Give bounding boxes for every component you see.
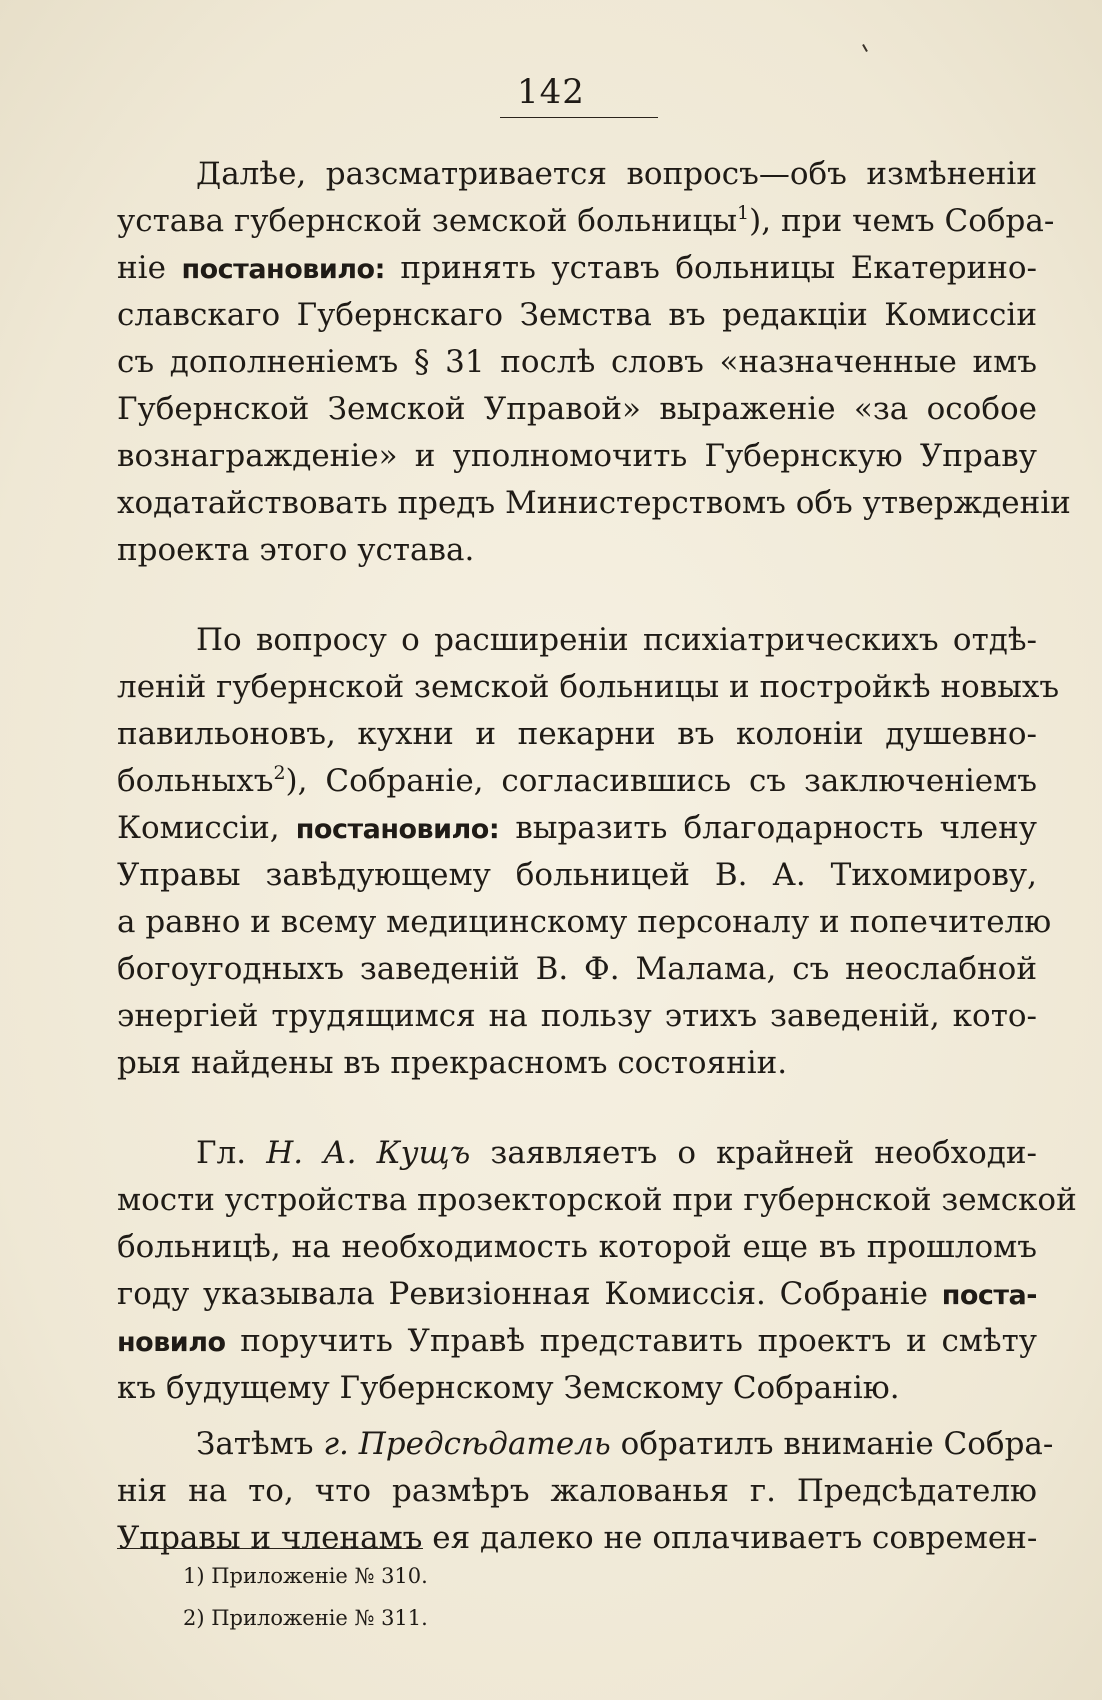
text-line <box>117 201 1055 241</box>
footnote-2: 2) Приложеніе № 311. <box>183 1606 428 1630</box>
text-line <box>117 295 1037 335</box>
text-run: Гл. <box>196 1135 267 1171</box>
text-run: ), при чемъ Собра- <box>749 203 1055 239</box>
text-line <box>117 389 1037 429</box>
text-line <box>117 667 1060 707</box>
text-line <box>117 1180 1077 1220</box>
text-run: энергіей трудящимся на пользу этихъ заведеній, кото- <box>117 998 1037 1034</box>
text-run: принять уставъ больницы Екатерино- <box>384 250 1037 286</box>
header-rule <box>500 117 658 118</box>
text-run: вознагражденіе» и уполномочить Губернскую Управу <box>117 438 1037 474</box>
text-run: устава губернской земской больницы <box>117 203 738 239</box>
bold-run: поста- <box>941 1280 1037 1311</box>
text-run: нія на то, что размѣръ жалованья г. Предсѣдателю <box>117 1473 1037 1509</box>
text-run: а равно и всему медицинскому персоналу и попечителю <box>117 904 1052 940</box>
text-line <box>117 949 1037 989</box>
print-mark <box>862 44 868 52</box>
text-run: заявляетъ о крайней необходи- <box>470 1135 1037 1171</box>
italic-run: г. Предсѣдатель <box>323 1426 611 1462</box>
page-number: 142 <box>517 72 585 112</box>
text-line <box>196 1424 1054 1464</box>
text-run: съ дополненіемъ § 31 послѣ словъ «назначенные имъ <box>117 344 1037 380</box>
text-line <box>117 714 1037 754</box>
text-run: ніе <box>117 250 182 286</box>
text-line <box>117 530 1037 570</box>
text-line <box>117 808 1037 848</box>
text-line <box>196 620 1037 660</box>
text-run: По вопросу о расширеніи психіатрическихъ отдѣ- <box>196 622 1037 658</box>
text-run: ), Собраніе, согласившись съ заключеніемъ <box>285 763 1037 799</box>
text-line <box>117 342 1037 382</box>
text-run: больницѣ, на необходимость которой еще въ прошломъ <box>117 1229 1037 1265</box>
footnote-ref: 2 <box>273 762 286 784</box>
text-run: поручить Управѣ представить проектъ и смѣту <box>225 1323 1037 1359</box>
bold-run: новило <box>117 1327 226 1358</box>
italic-run: Н. А. Кущъ <box>266 1135 471 1171</box>
text-run: году указывала Ревизіонная Комиссія. Собраніе <box>117 1276 942 1312</box>
text-run: Управы завѣдующему больницей В. А. Тихомирову, <box>117 857 1037 893</box>
text-run: Губернской Земской Управой» выраженіе «за особое <box>117 391 1037 427</box>
text-line <box>117 483 1071 523</box>
text-run: ходатайствовать предъ Министерствомъ объ утвержденіи <box>117 485 1071 521</box>
text-run: обратилъ вниманіе Собра- <box>610 1426 1054 1462</box>
text-run: Комиссіи, <box>117 810 296 846</box>
text-run: къ будущему Губернскому Земскому Собранію. <box>117 1370 900 1406</box>
text-run: выразить благодарность члену <box>499 810 1038 846</box>
text-run: славскаго Губернскаго Земства въ редакціи Комиссіи <box>117 297 1037 333</box>
text-line <box>117 902 1052 942</box>
text-line <box>117 248 1037 288</box>
footnote-rule <box>117 1548 423 1549</box>
footnote-ref: 1 <box>737 202 750 224</box>
bold-run: постановило: <box>295 814 500 845</box>
text-line <box>117 761 1037 801</box>
text-line <box>117 1043 1037 1083</box>
text-line <box>117 855 1037 895</box>
text-run: Далѣе, разсматривается вопросъ—объ измѣненіи <box>196 156 1037 192</box>
text-run: богоугодныхъ заведеній В. Ф. Малама, съ неослабной <box>117 951 1037 987</box>
text-line <box>196 154 1037 194</box>
footnote-1: 1) Приложеніе № 310. <box>183 1564 428 1588</box>
text-line <box>117 1518 1037 1558</box>
text-run: мости устройства прозекторской при губернской земской <box>117 1182 1077 1218</box>
text-line <box>117 1321 1037 1361</box>
text-run: леній губернской земской больницы и постройкѣ новыхъ <box>117 669 1060 705</box>
text-line <box>117 996 1037 1036</box>
text-run: Затѣмъ <box>196 1426 324 1462</box>
text-run: рыя найдены въ прекрасномъ состояніи. <box>117 1045 788 1081</box>
bold-run: постановило: <box>181 254 385 285</box>
text-line <box>117 436 1037 476</box>
text-run: больныхъ <box>117 763 274 799</box>
text-run: Управы и членамъ ея далеко не оплачиваетъ современ- <box>117 1520 1038 1556</box>
text-run: проекта этого устава. <box>117 532 475 568</box>
text-run: павильоновъ, кухни и пекарни въ колоніи душевно- <box>117 716 1037 752</box>
text-line <box>196 1133 1037 1173</box>
text-line <box>117 1368 1037 1408</box>
text-line <box>117 1471 1037 1511</box>
text-line <box>117 1227 1037 1267</box>
text-line <box>117 1274 1037 1314</box>
